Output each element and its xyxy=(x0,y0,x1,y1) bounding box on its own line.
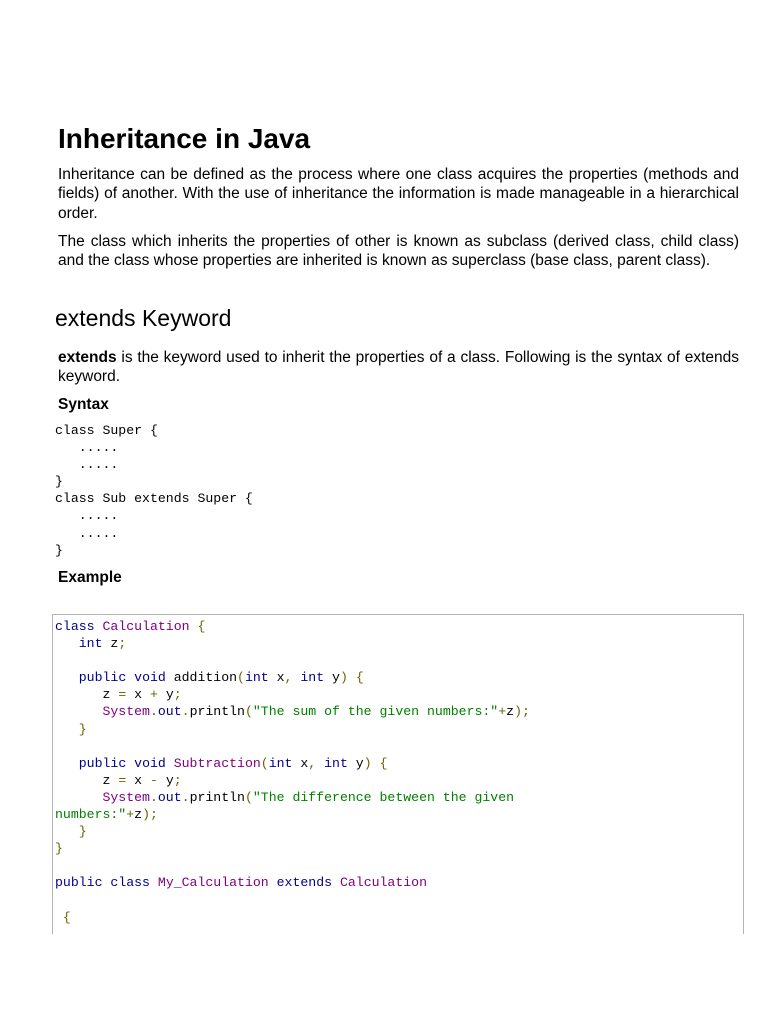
code-token: public xyxy=(78,755,127,771)
code-token xyxy=(316,756,324,771)
code-token: ; xyxy=(118,636,127,652)
code-line xyxy=(55,755,530,772)
code-token: int xyxy=(244,670,269,686)
code-token: z xyxy=(102,636,119,652)
code-token: . xyxy=(149,704,158,720)
code-token: System xyxy=(102,704,150,720)
code-token: { xyxy=(355,670,364,686)
code-token: int xyxy=(78,636,103,652)
code-token: ; xyxy=(173,772,182,788)
subclass-paragraph: The class which inherits the properties of other is known as subclass (derived class, child class) and the class whose properties are inherited is known as superclass (base class, parent class). xyxy=(58,233,739,270)
code-token: int xyxy=(268,755,293,771)
code-token: y xyxy=(347,755,364,771)
code-token: z xyxy=(55,772,119,788)
code-token: My_Calculation xyxy=(157,875,269,891)
code-token: out xyxy=(157,789,182,805)
code-token: + xyxy=(149,687,158,703)
code-token xyxy=(332,875,340,890)
code-line xyxy=(55,857,530,874)
code-token: Subtraction xyxy=(173,755,261,771)
code-token: Calculation xyxy=(102,619,190,634)
code-token: ; xyxy=(173,687,182,703)
code-token: ); xyxy=(514,704,530,720)
code-token: . xyxy=(181,704,190,720)
extends-keyword-bold: extends xyxy=(58,349,117,366)
code-token: ( xyxy=(244,704,253,720)
code-token xyxy=(55,722,79,737)
code-token: = xyxy=(118,772,127,788)
code-line xyxy=(55,618,530,635)
example-label: Example xyxy=(58,569,122,586)
code-token: . xyxy=(181,789,190,805)
code-token: + xyxy=(498,704,507,720)
code-token: z xyxy=(55,687,119,703)
code-line xyxy=(55,669,530,686)
extends-paragraph-text: is the keyword used to inherit the properties of a class. Following is the syntax of extends keyword. xyxy=(58,349,739,386)
code-token xyxy=(55,824,79,839)
code-token xyxy=(95,619,103,634)
code-token xyxy=(126,756,134,771)
code-token xyxy=(55,636,79,651)
code-line xyxy=(55,909,530,926)
code-token: x xyxy=(268,670,285,686)
code-token: y xyxy=(157,687,174,703)
example-code xyxy=(55,618,530,926)
code-line xyxy=(55,806,530,823)
code-token: ) xyxy=(363,755,372,771)
syntax-code-block: class Super { ..... ..... } class Sub extends Super { ..... ..... } xyxy=(55,423,253,558)
code-token: ); xyxy=(142,807,158,823)
section-heading: extends Keyword xyxy=(55,305,232,331)
code-token: y xyxy=(324,670,340,686)
code-token: ( xyxy=(260,755,269,771)
code-token xyxy=(348,670,356,685)
page-title: Inheritance in Java xyxy=(58,123,311,154)
code-token: public xyxy=(55,875,103,891)
code-token xyxy=(55,756,79,771)
code-line xyxy=(55,652,530,669)
code-line xyxy=(55,721,530,738)
code-token xyxy=(372,756,380,771)
code-token: out xyxy=(157,704,182,720)
code-token: Calculation xyxy=(339,875,428,891)
code-token: int xyxy=(324,755,348,771)
code-token: { xyxy=(62,909,71,925)
example-code-box xyxy=(52,614,744,934)
code-line xyxy=(55,635,530,652)
code-line xyxy=(55,823,530,840)
code-token: "The difference between the given xyxy=(252,789,515,805)
code-token: = xyxy=(118,687,127,703)
code-token: x xyxy=(126,772,150,788)
code-token: . xyxy=(149,789,158,805)
code-token xyxy=(55,910,63,925)
code-token: , xyxy=(284,670,293,686)
code-token xyxy=(269,875,277,890)
code-token xyxy=(126,670,134,685)
code-token: "The sum of the given numbers:" xyxy=(252,704,499,720)
code-line xyxy=(55,686,530,703)
code-token: println xyxy=(189,704,245,720)
code-token xyxy=(55,704,102,719)
code-token: y xyxy=(157,772,174,788)
code-token: class xyxy=(110,875,150,891)
code-token: void xyxy=(134,670,166,686)
code-token: ) xyxy=(339,670,348,686)
code-token: extends xyxy=(276,875,333,891)
code-token: addition xyxy=(165,670,238,686)
code-token xyxy=(55,670,79,685)
code-token: System xyxy=(102,789,150,805)
code-token xyxy=(55,790,102,805)
code-token: void xyxy=(134,755,166,771)
code-token: } xyxy=(78,824,87,840)
code-line xyxy=(55,892,530,909)
code-line xyxy=(55,840,530,857)
code-line xyxy=(55,789,530,806)
code-token: , xyxy=(308,755,317,771)
code-token: - xyxy=(149,772,158,788)
code-token: } xyxy=(78,721,87,737)
code-line xyxy=(55,874,530,891)
code-line xyxy=(55,703,530,720)
code-token: ( xyxy=(237,670,245,686)
code-token: x xyxy=(126,687,150,703)
code-token: { xyxy=(379,755,388,771)
code-token: x xyxy=(292,755,309,771)
code-token: println xyxy=(189,789,245,805)
code-token: public xyxy=(78,670,127,686)
code-token: + xyxy=(126,807,135,823)
code-token xyxy=(166,756,174,771)
code-token: } xyxy=(55,841,63,857)
code-line xyxy=(55,738,530,755)
code-token: ( xyxy=(244,789,253,805)
code-token: z xyxy=(134,807,143,823)
code-token xyxy=(150,875,158,890)
extends-paragraph xyxy=(58,348,739,387)
code-token: class xyxy=(55,619,95,634)
code-token: { xyxy=(197,619,206,634)
code-token: z xyxy=(506,704,515,720)
code-token: numbers:" xyxy=(55,807,127,823)
intro-paragraph: Inheritance can be defined as the process where one class acquires the properties (methods and fields) of another. With the use of inheritance the information is made manageable in a hierarchical order. xyxy=(58,166,739,222)
syntax-label: Syntax xyxy=(58,396,109,413)
code-token: int xyxy=(300,670,325,686)
code-line xyxy=(55,772,530,789)
